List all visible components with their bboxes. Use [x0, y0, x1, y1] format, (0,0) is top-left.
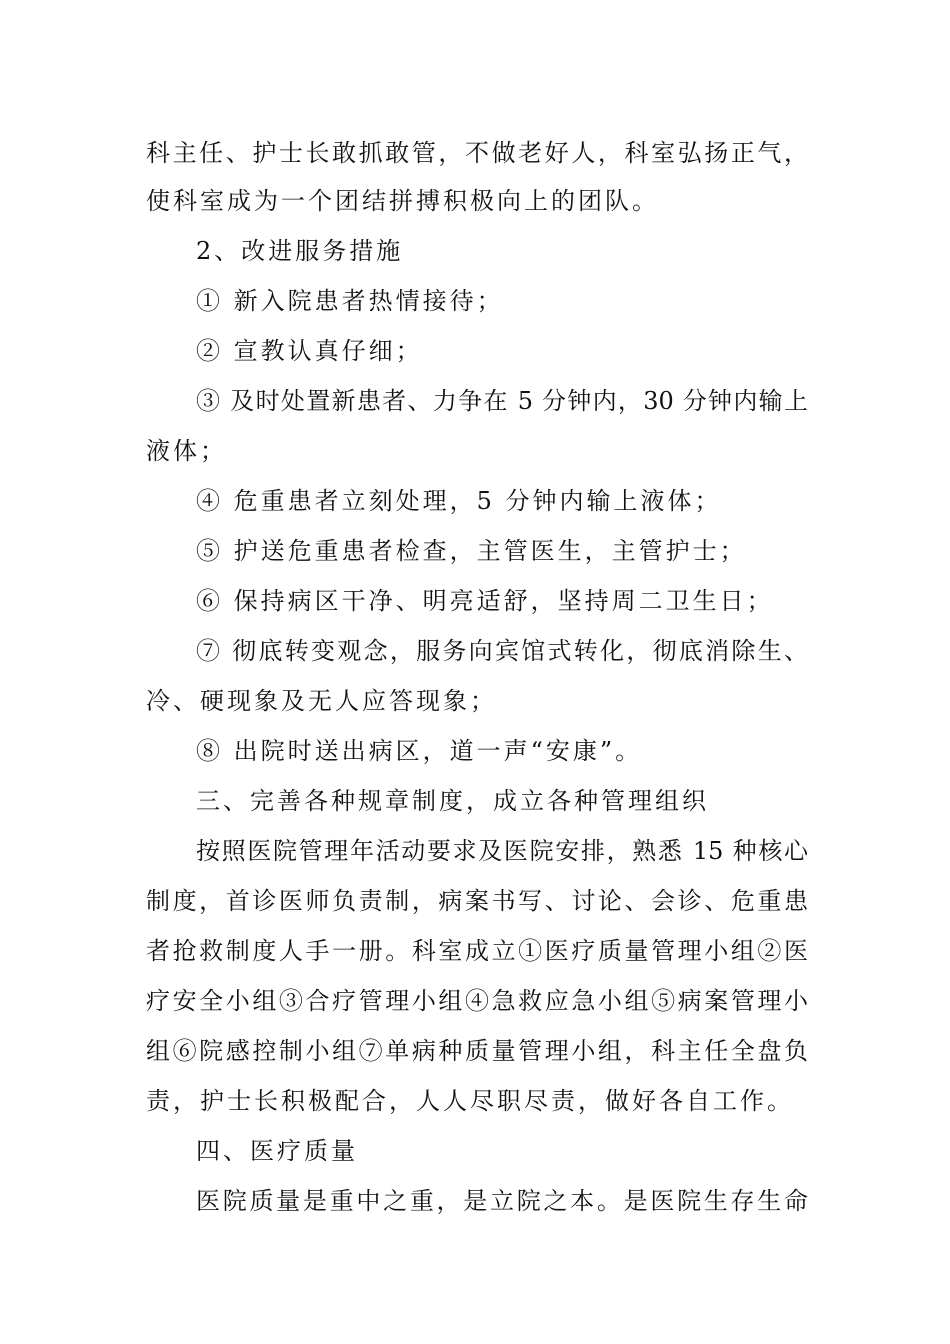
- list-item: ⑦ 彻底转变观念，服务向宾馆式转化，彻底消除生、: [196, 637, 808, 665]
- text-line: 科主任、护士长敢抓敢管，不做老好人，科室弘扬正气，: [146, 139, 808, 167]
- list-item: ⑥ 保持病区干净、明亮适舒，坚持周二卫生日；: [196, 587, 774, 615]
- list-item: ③ 及时处置新患者、力争在 5 分钟内，30 分钟内输上: [196, 387, 808, 415]
- list-item: ④ 危重患者立刻处理，5 分钟内输上液体；: [196, 487, 722, 515]
- text-line: 组⑥院感控制小组⑦单病种质量管理小组，科主任全盘负: [146, 1037, 808, 1065]
- text-line: 医院质量是重中之重，是立院之本。是医院生存生命: [196, 1187, 808, 1215]
- text-line: 疗安全小组③合疗管理小组④急救应急小组⑤病案管理小: [146, 987, 808, 1015]
- list-item: ① 新入院患者热情接待；: [196, 287, 504, 315]
- list-item: ② 宣教认真仔细；: [196, 337, 423, 365]
- text-line: 使科室成为一个团结拼搏积极向上的团队。: [146, 187, 659, 215]
- section-heading: 三、完善各种规章制度，成立各种管理组织: [196, 787, 709, 815]
- section-heading: 2、改进服务措施: [196, 237, 404, 265]
- text-line: 按照医院管理年活动要求及医院安排，熟悉 15 种核心: [196, 837, 808, 865]
- text-line: 冷、硬现象及无人应答现象；: [146, 687, 497, 715]
- text-line: 者抢救制度人手一册。科室成立①医疗质量管理小组②医: [146, 937, 808, 965]
- list-item: ⑤ 护送危重患者检查，主管医生，主管护士；: [196, 537, 747, 565]
- text-line: 制度，首诊医师负责制，病案书写、讨论、会诊、危重患: [146, 887, 808, 915]
- section-heading: 四、医疗质量: [196, 1137, 358, 1165]
- text-line: 责，护士长积极配合，人人尽职尽责，做好各自工作。: [146, 1087, 794, 1115]
- text-line: 液体；: [146, 437, 227, 465]
- list-item: ⑧ 出院时送出病区，道一声“安康”。: [196, 737, 643, 765]
